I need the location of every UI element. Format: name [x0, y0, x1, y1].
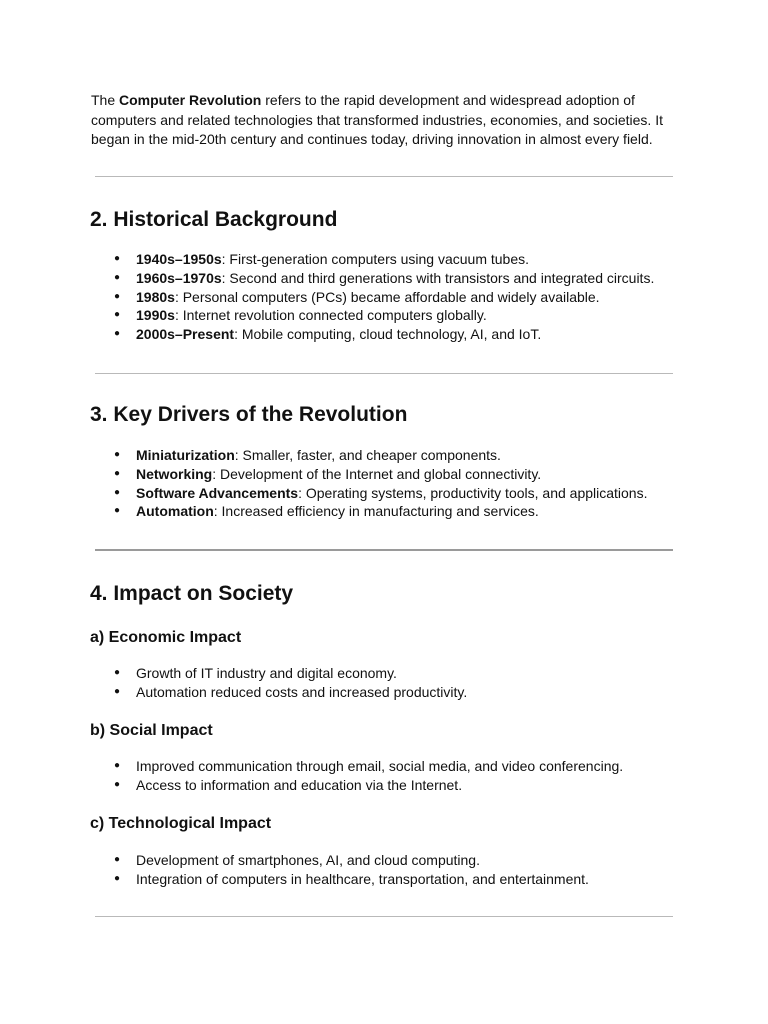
bullet-icon: ●: [114, 685, 121, 697]
section-heading-historical: 2. Historical Background: [90, 208, 338, 231]
list-item-text: : Personal computers (PCs) became affordable and widely available.: [174, 288, 600, 305]
intro-paragraph: [91, 91, 671, 150]
list-item: [112, 250, 712, 269]
list-item: [112, 465, 712, 484]
list-item: [112, 446, 712, 465]
list-item: [112, 664, 712, 683]
bullet-icon: ●: [114, 854, 121, 865]
list-item-term: 1990s: [136, 307, 175, 324]
list-item-term: Automation: [136, 503, 214, 520]
list-item-term: Software Advancements: [136, 484, 299, 501]
list-item: [112, 776, 712, 795]
list-item-text: Integration of computers in healthcare, transportation, and entertainment.: [136, 870, 589, 887]
bullet-icon: ●: [114, 778, 121, 790]
list-item-term: 1960s–1970s: [136, 269, 222, 286]
subheading-economic: a) Economic Impact: [90, 629, 242, 646]
subheading-technological: c) Technological Impact: [90, 815, 272, 832]
historical-list: [112, 250, 712, 344]
list-item-text: : Smaller, faster, and cheaper components.: [234, 447, 501, 463]
bullet-icon: ●: [114, 271, 121, 283]
list-item: [112, 269, 712, 288]
list-item-text: Access to information and education via the Internet.: [136, 776, 463, 793]
intro-text: refers to the rapid development and widespread adoption of computers and related technologies that transformed industries, economies, and societies. It began in the mid-20th century and continues today, driving innovation in almost every field.: [91, 92, 663, 147]
list-item-term: 1980s: [136, 288, 175, 305]
list-item-text: Improved communication through email, social media, and video conferencing.: [136, 758, 624, 774]
subheading-social: b) Social Impact: [90, 722, 213, 739]
section-heading-drivers: 3. Key Drivers of the Revolution: [90, 403, 408, 426]
list-item: [112, 484, 712, 503]
list-item-text: : Mobile computing, cloud technology, AI, and IoT.: [234, 326, 542, 343]
list-item-text: : Second and third generations with transistors and integrated circuits.: [221, 269, 655, 286]
bullet-icon: ●: [114, 486, 121, 498]
list-item: [112, 851, 712, 870]
bullet-icon: ●: [114, 253, 121, 264]
drivers-list: [112, 446, 712, 521]
list-item: [112, 757, 712, 776]
list-item-term: Miniaturization: [136, 447, 235, 463]
list-item-term: Networking: [136, 465, 213, 482]
section-heading-impact: 4. Impact on Society: [90, 582, 294, 605]
bullet-icon: ●: [114, 328, 121, 340]
bullet-icon: ●: [114, 760, 121, 771]
bullet-icon: ●: [114, 290, 121, 302]
list-item: [112, 870, 712, 889]
list-item-text: : First-generation computers using vacuum tubes.: [221, 251, 530, 267]
technological-list: [112, 851, 712, 889]
horizontal-rule: [95, 176, 673, 177]
list-item-text: : Internet revolution connected computers globally.: [174, 307, 487, 324]
bullet-icon: ●: [114, 667, 121, 678]
list-item-term: 2000s–Present: [136, 326, 235, 343]
list-item-text: Development of smartphones, AI, and cloud computing.: [136, 852, 480, 868]
horizontal-rule: [95, 549, 673, 551]
bullet-icon: ●: [114, 505, 121, 517]
list-item-text: : Increased efficiency in manufacturing and services.: [213, 503, 539, 520]
list-item: [112, 683, 712, 702]
list-item: [112, 502, 712, 521]
horizontal-rule: [95, 373, 673, 374]
list-item-term: 1940s–1950s: [136, 251, 222, 267]
list-item-text: Automation reduced costs and increased productivity.: [136, 683, 468, 700]
economic-list: [112, 664, 712, 702]
intro-prefix: The: [91, 92, 120, 108]
list-item: [112, 306, 712, 325]
horizontal-rule: [95, 916, 673, 917]
bullet-icon: ●: [114, 309, 121, 321]
list-item-text: : Development of the Internet and global connectivity.: [212, 465, 542, 482]
social-list: [112, 757, 712, 795]
list-item: [112, 288, 712, 307]
list-item-text: Growth of IT industry and digital economy.: [136, 665, 397, 681]
list-item-text: : Operating systems, productivity tools, and applications.: [298, 484, 648, 501]
intro-bold-term: Computer Revolution: [119, 92, 262, 108]
list-item: [112, 325, 712, 344]
bullet-icon: ●: [114, 467, 121, 479]
bullet-icon: ●: [114, 449, 121, 460]
bullet-icon: ●: [114, 872, 121, 884]
